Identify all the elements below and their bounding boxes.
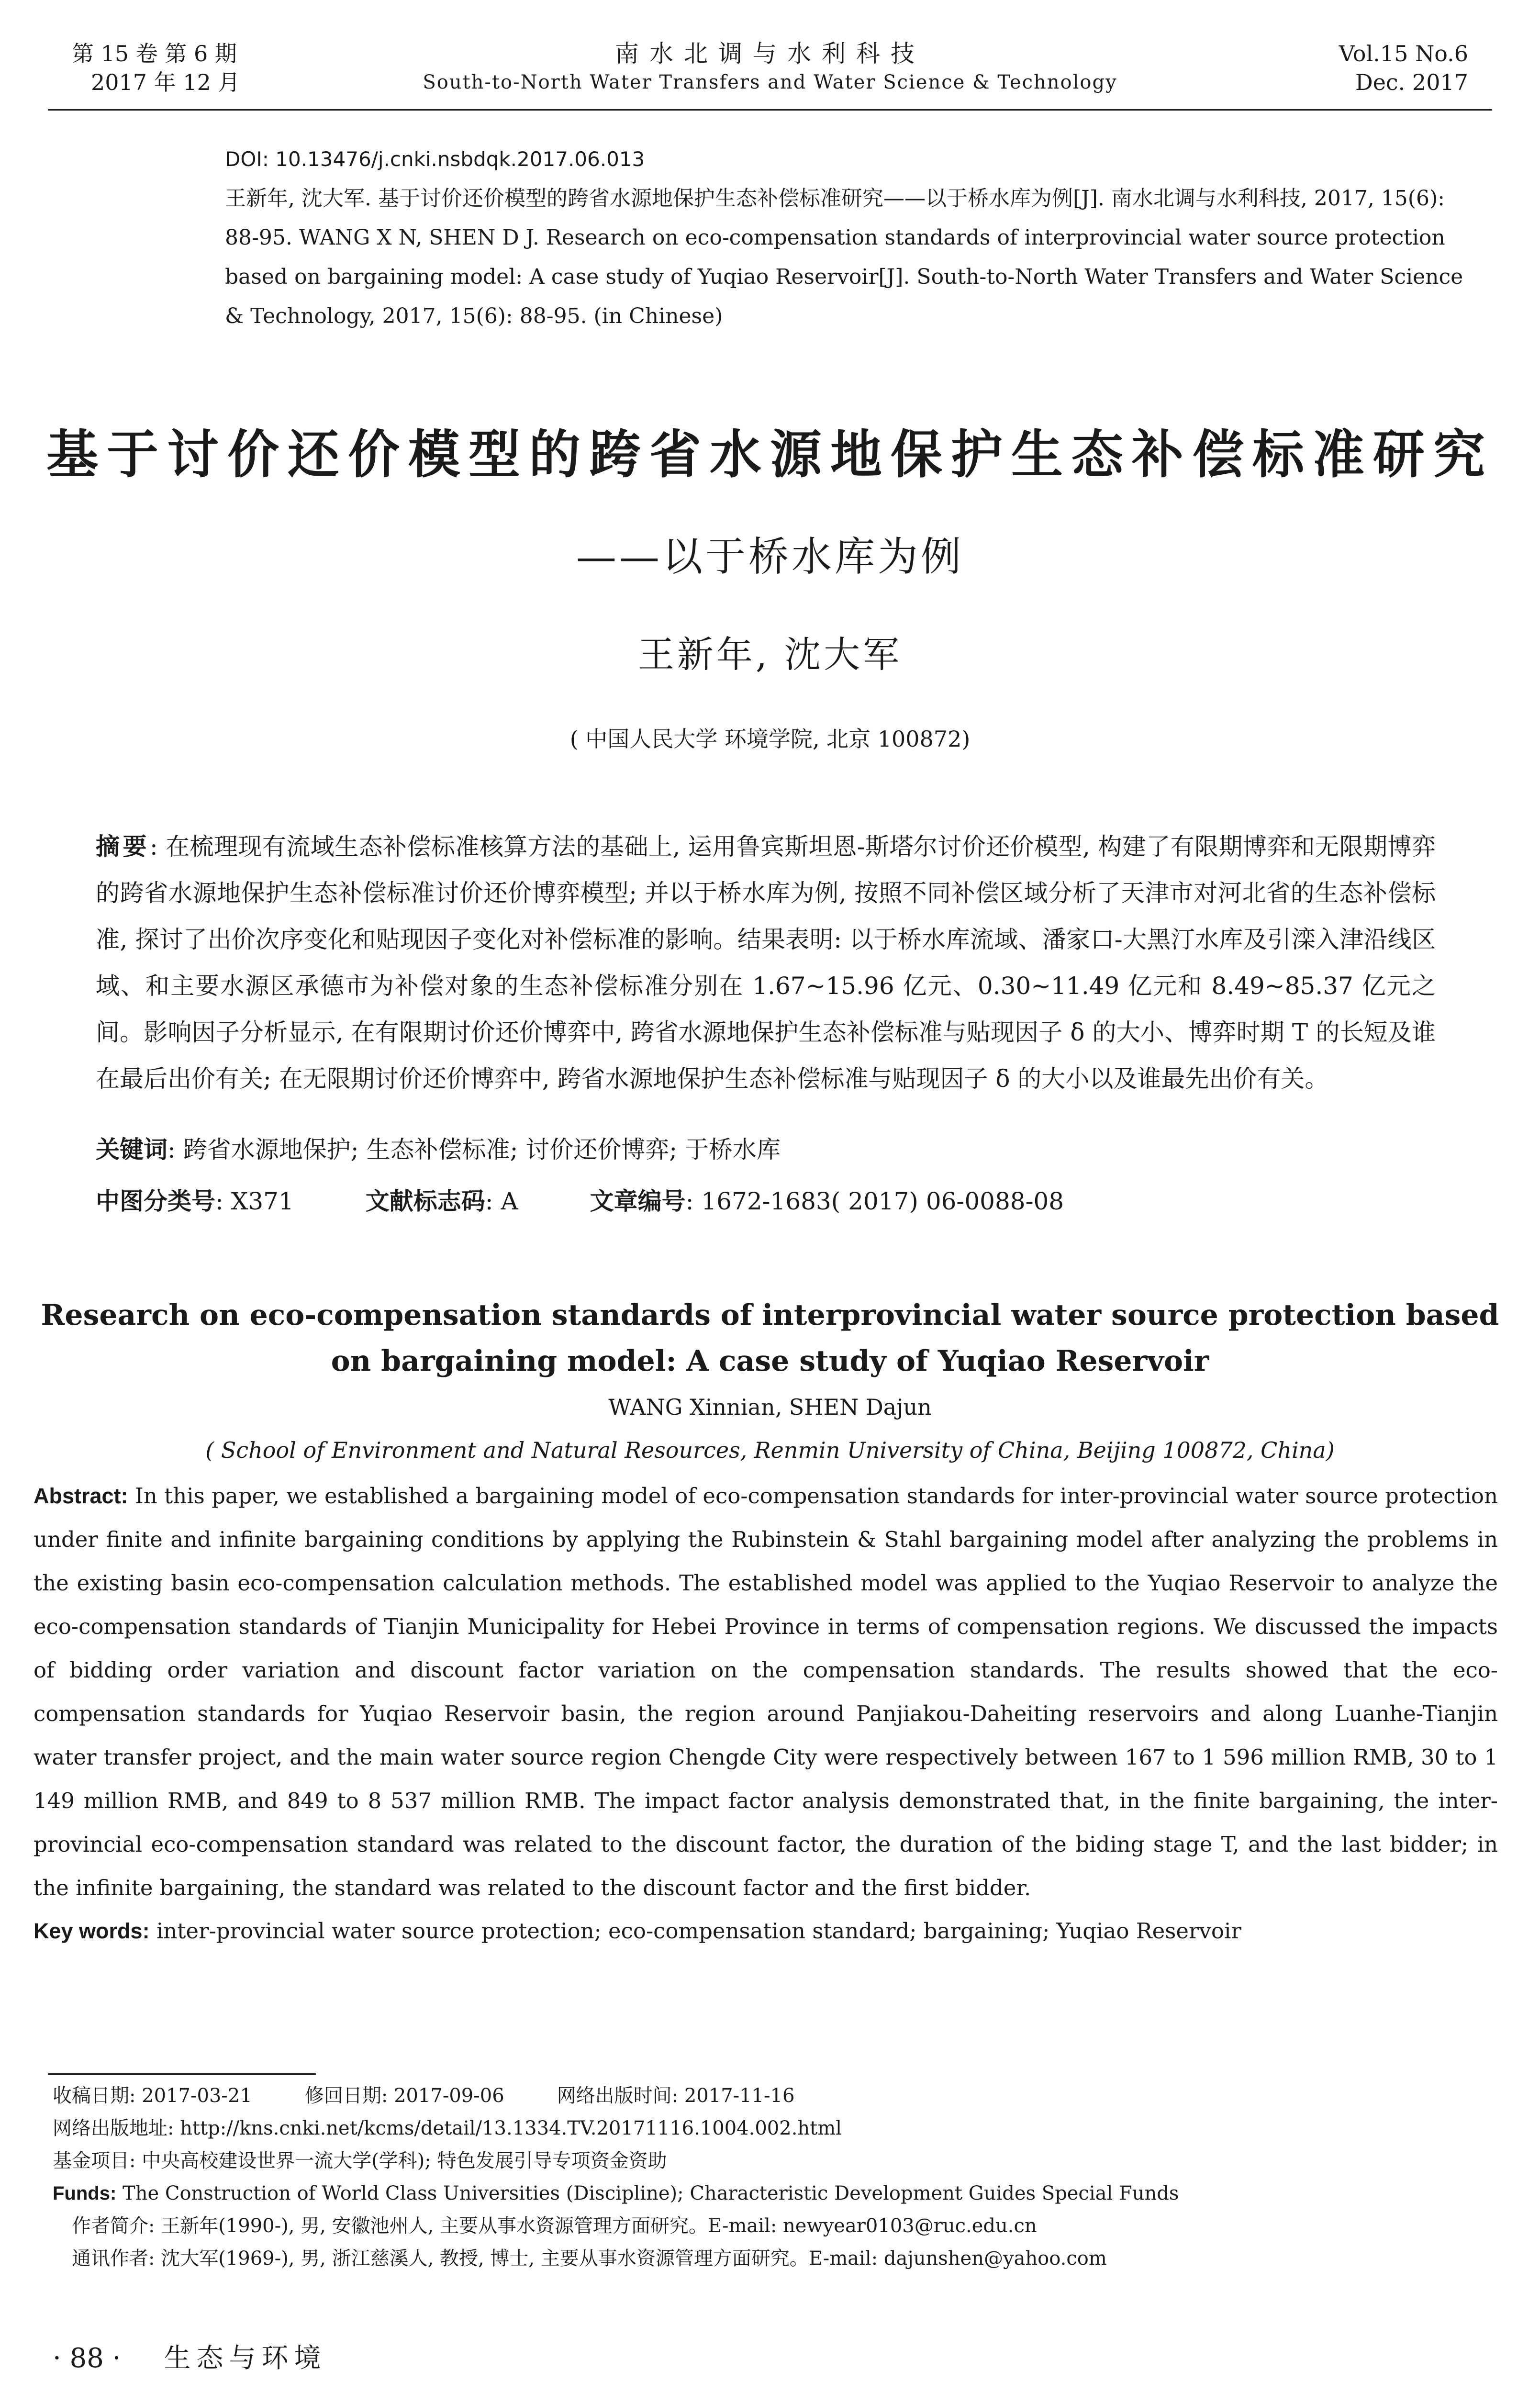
revised-date: : 2017-09-06: [381, 2085, 504, 2107]
clc-label: 中图分类号: [96, 1187, 215, 1215]
footnote-corresponding: [53, 2245, 1507, 2272]
abstract-en-text: In this paper, we established a bargaining model of eco-compensation standards for inter-provincial water source protection under finite and infinite bargaining conditions by applying the Rubinstein & Stahl bargaining model after analyzing the problems in the existing basin eco-compensation calculation methods. The established model was applied to the Yuqiao Reservoir to analyze the eco-compensation standards of Tianjin Municipality for Hebei Province in terms of compensation regions. We discussed the impacts of bidding order variation and discount factor variation on the compensation standards. The results showed that the eco-compensation standards for Yuqiao Reservoir basin, the region around Panjiakou-Daheiting reservoirs and along Luanhe-Tianjin water transfer project, and the main water source region Chengde City were respectively between 167 to 1 596 million RMB, 30 to 1 149 million RMB, and 849 to 8 537 million RMB. The impact factor analysis demonstrated that, in the finite bargaining, the inter-provincial eco-compensation standard was related to the discount factor, the duration of the biding stage T, and the last bidder; in the infinite bargaining, the standard was related to the discount factor and the first bidder.: [33, 1483, 1498, 1901]
header-right: [1339, 39, 1468, 97]
corresponding-label: 通讯作者: [72, 2248, 148, 2270]
volume-issue-en: Vol.15 No.6: [1339, 41, 1468, 67]
title-en: [0, 1292, 1540, 1384]
title-en-line1: Research on eco-compensation standards of interprovincial water source protection based: [41, 1298, 1499, 1332]
section-name: 生态与环境: [164, 2343, 327, 2374]
online-date: : 2017-11-16: [671, 2085, 795, 2107]
funds-label: Funds:: [53, 2183, 117, 2204]
received-label: 收稿日期: [53, 2085, 129, 2107]
funds-en: The Construction of World Class Universities (Discipline); Characteristic Development Guides Special Funds: [116, 2182, 1179, 2204]
journal-name-en: South-to-North Water Transfers and Water Science & Technology: [423, 71, 1117, 93]
citation-block: [225, 140, 1469, 336]
online-url[interactable]: : http://kns.cnki.net/kcms/detail/13.1334.TV.20171116.1004.002.html: [167, 2117, 842, 2139]
doc-code-label: 文献标志码: [365, 1187, 485, 1215]
clc-code: : X371: [215, 1187, 294, 1215]
abstract-cn: [96, 823, 1436, 1102]
journal-name-cn: 南水北调与水利科技: [615, 40, 925, 67]
abstract-en-label: Abstract:: [33, 1484, 128, 1508]
date-cn: 2017 年 12 月: [91, 69, 240, 95]
footnote-fund-en: [53, 2180, 1488, 2207]
abstract-en: [33, 1474, 1498, 1910]
online-label: 网络出版时间: [557, 2085, 672, 2107]
footnote-rule: [48, 2073, 316, 2075]
revised-label: 修回日期: [304, 2085, 381, 2107]
citation-text: 王新年, 沈大军. 基于讨价还价模型的跨省水源地保护生态补偿标准研究——以于桥水库为例[J]. 南水北调与水利科技, 2017, 15(6): 88-95. WANG X N, SHEN D J. Research on eco-compensation standards of interprovincial water source protection based on bargaining model: A case study of Yuqiao Reservoir[J]. South-to-North Water Transfers and Water Science & Technology, 2017, 15(6): 88-95. (in Chinese): [225, 186, 1463, 328]
header-center: [0, 39, 1540, 97]
volume-issue-cn: 第 15 卷 第 6 期: [72, 41, 237, 67]
url-label: 网络出版地址: [53, 2117, 167, 2139]
abstract-cn-text: : 在梳理现有流域生态补偿标准核算方法的基础上, 运用鲁宾斯坦恩-斯塔尔讨价还价模型, 构建了有限期博弈和无限期博弈的跨省水源地保护生态补偿标准讨价还价博弈模型; 并以于桥水库为例, 按照不同补偿区域分析了天津市对河北省的生态补偿标准, 探讨了出价次序变化和贴现因子变化对补偿标准的影响。结果表明: 以于桥水库流域、潘家口-大黑汀水库及引滦入津沿线区域、和主要水源区承德市为补偿对象的生态补偿标准分别在 1.67~15.96 亿元、0.30~11.49 亿元和 8.49~85.37 亿元之间。影响因子分析显示, 在有限期讨价还价博弈中, 跨省水源地保护生态补偿标准与贴现因子 δ 的大小、博弈时期 T 的长短及谁在最后出价有关; 在无限期讨价还价博弈中, 跨省水源地保护生态补偿标准与贴现因子 δ 的大小以及谁最先出价有关。: [96, 833, 1436, 1093]
title-cn: 基于讨价还价模型的跨省水源地保护生态补偿标准研究: [46, 425, 1494, 485]
corresponding-author: : 沈大军(1969-), 男, 浙江慈溪人, 教授, 博士, 主要从事水资源管理方面研究。E-mail: dajunshen@yahoo.com: [148, 2248, 1107, 2270]
footnote-dates: [53, 2082, 1488, 2110]
affiliation-cn: ( 中国人民大学 环境学院, 北京 100872): [569, 726, 971, 752]
footnote-url: [53, 2114, 1488, 2142]
keywords-cn-label: 关键词: [96, 1135, 167, 1163]
keywords-cn-text: : 跨省水源地保护; 生态补偿标准; 讨价还价博弈; 于桥水库: [167, 1136, 781, 1163]
author-bio: : 王新年(1990-), 男, 安徽池州人, 主要从事水资源管理方面研究。E-mail: newyear0103@ruc.edu.cn: [148, 2215, 1037, 2237]
header-rule: [48, 109, 1492, 111]
page-number: · 88 ·: [53, 2343, 121, 2374]
article-number: : 1672-1683( 2017) 06-0088-08: [685, 1187, 1064, 1215]
fund-cn: : 中央高校建设世界一流大学(学科); 特色发展引导专项资金资助: [129, 2150, 667, 2172]
keywords-cn: [96, 1130, 1436, 1169]
doi[interactable]: DOI: 10.13476/j.cnki.nsbdqk.2017.06.013: [225, 147, 645, 171]
keywords-en-text: inter-provincial water source protection; eco-compensation standard; bargaining; Yuqiao Reservoir: [149, 1918, 1241, 1944]
page-footer: [53, 2339, 326, 2378]
keywords-en-label: Key words:: [33, 1919, 150, 1943]
authors-en: WANG Xinnian, SHEN Dajun: [608, 1394, 932, 1420]
affiliation-en: ( School of Environment and Natural Resources, Renmin University of China, Beijing 100872, China): [205, 1437, 1335, 1463]
footnote-fund-cn: [53, 2147, 1488, 2175]
doc-code: : A: [485, 1187, 518, 1215]
date-en: Dec. 2017: [1355, 69, 1468, 95]
authors-cn: 王新年, 沈大军: [637, 633, 903, 676]
classification-cn: [96, 1182, 1436, 1220]
article-number-label: 文章编号: [590, 1187, 686, 1215]
title-en-line2: on bargaining model: A case study of Yuqiao Reservoir: [331, 1344, 1209, 1378]
received-date: : 2017-03-21: [129, 2085, 252, 2107]
subtitle-cn: ——以于桥水库为例: [576, 533, 964, 580]
fund-label: 基金项目: [53, 2150, 129, 2172]
author-bio-label: 作者简介: [72, 2215, 148, 2237]
keywords-en: [33, 1914, 1498, 1948]
abstract-cn-label: 摘要: [96, 832, 150, 861]
footnote-author: [53, 2212, 1507, 2240]
